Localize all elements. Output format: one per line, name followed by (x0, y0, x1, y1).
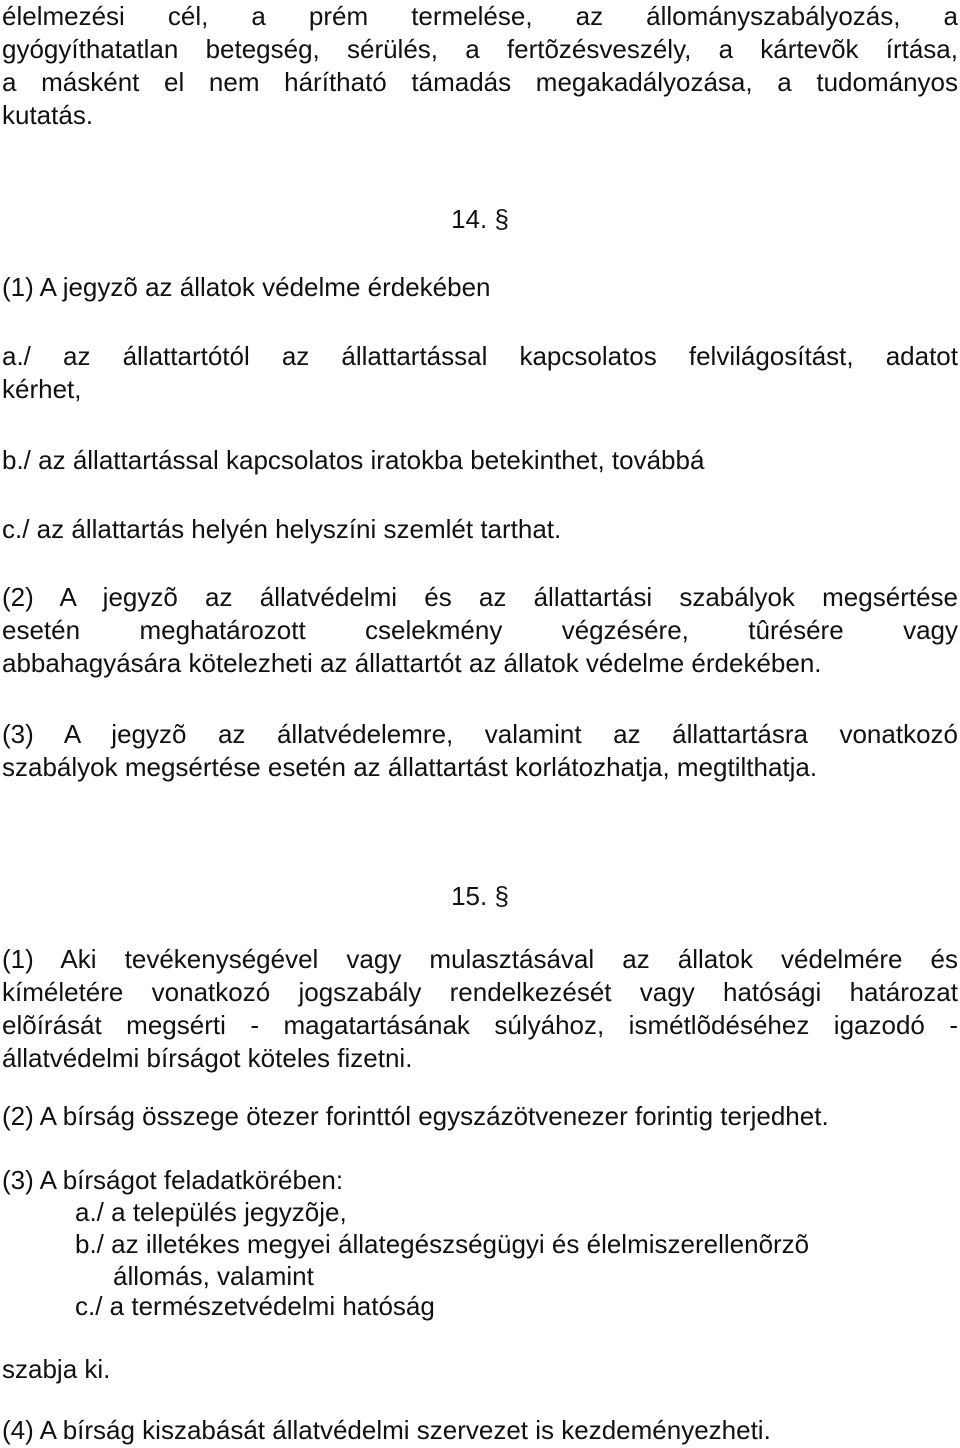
section-14-item-c: c./ az állattartás helyén helyszíni szemlét tarthat. (2, 514, 562, 544)
section-15-paragraph-4: (4) A bírság kiszabását állatvédelmi szervezet is kezdeményezheti. (2, 1415, 771, 1445)
text-line: szabályok megsértése esetén az állattartást korlátozhatja, megtilthatja. (2, 752, 818, 782)
section-15-paragraph-3-close: szabja ki. (2, 1354, 111, 1384)
text-line: a./ az állattartótól az állattartással kapcsolatos felvilágosítást, adatot (2, 341, 958, 371)
section-15-item-b: b./ az illetékes megyei állategészségügyi és élelmiszerellenõrzõ (75, 1229, 810, 1259)
text-line: esetén meghatározott cselekmény végzésére, tûrésére vagy (2, 615, 958, 645)
text-line: állatvédelmi bírságot köteles fizetni. (2, 1043, 413, 1073)
text-line: kérhet, (2, 374, 82, 404)
text-line: kutatás. (2, 100, 94, 130)
text-line: elõírását megsérti - magatartásának súlyához, ismétlõdéséhez igazodó - (2, 1010, 958, 1040)
section-14-item-b: b./ az állattartással kapcsolatos iratokba betekinthet, továbbá (2, 445, 705, 475)
text-line: (1) Aki tevékenységével vagy mulasztásával az állatok védelmére és (2, 944, 958, 974)
section-14-heading: 14. § (451, 204, 509, 234)
section-15-item-b-continued: állomás, valamint (113, 1261, 314, 1291)
text-line: abbahagyására kötelezheti az állattartót az állatok védelme érdekében. (2, 648, 822, 678)
section-14-paragraph-3 (2, 718, 958, 784)
section-14-paragraph-1: (1) A jegyzõ az állatok védelme érdekében (2, 272, 491, 302)
section-14-paragraph-2 (2, 581, 958, 680)
section-15-paragraph-2: (2) A bírság összege ötezer forinttól egyszázötvenezer forintig terjedhet. (2, 1101, 829, 1131)
section-15-item-a: a./ a település jegyzõje, (75, 1197, 347, 1227)
section-15-heading: 15. § (451, 881, 509, 911)
section-14-item-a (2, 340, 958, 406)
text-line: (2) A jegyzõ az állatvédelmi és az állattartási szabályok megsértése (2, 582, 958, 612)
text-line: a másként el nem hárítható támadás megakadályozása, a tudományos (2, 67, 958, 97)
text-line: (3) A jegyzõ az állatvédelemre, valamint az állattartásra vonatkozó (2, 719, 958, 749)
intro-paragraph (2, 0, 958, 132)
section-15-paragraph-3-intro: (3) A bírságot feladatkörében: (2, 1165, 344, 1195)
text-line: kíméletére vonatkozó jogszabály rendelkezését vagy hatósági határozat (2, 977, 958, 1007)
text-line: gyógyíthatatlan betegség, sérülés, a fertõzésveszély, a kártevõk írtása, (2, 34, 958, 64)
text-line: élelmezési cél, a prém termelése, az állományszabályozás, a (2, 1, 958, 31)
section-15-paragraph-1 (2, 943, 958, 1075)
section-15-item-c: c./ a természetvédelmi hatóság (75, 1291, 435, 1321)
